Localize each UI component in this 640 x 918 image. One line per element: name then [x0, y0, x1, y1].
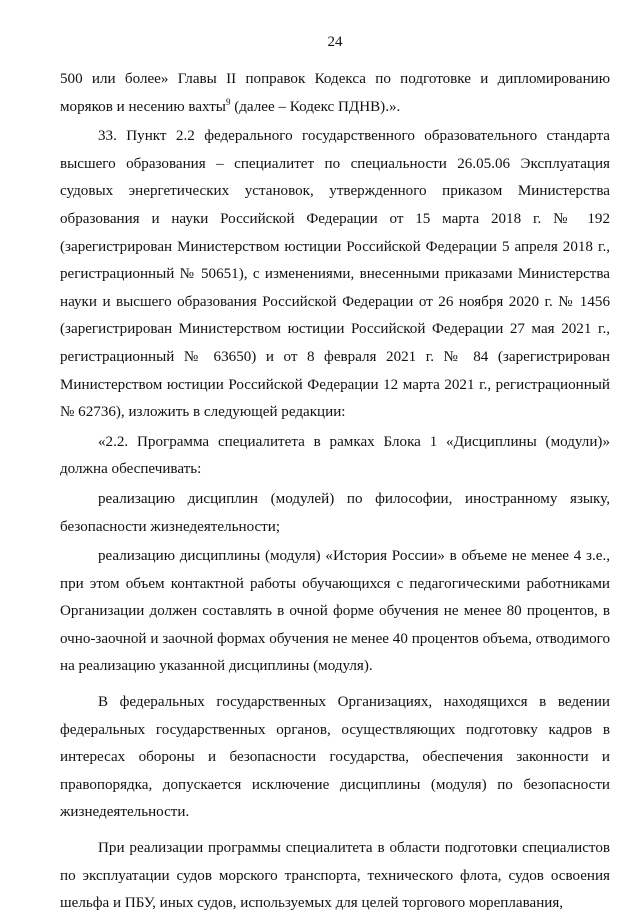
page-number: 24: [327, 34, 343, 50]
footnote-reference: 9: [225, 96, 231, 107]
paragraph-text: 500 или более» Главы II поправок Кодекса по подготовке и дипломированию моряков и несению вахты: [60, 71, 610, 115]
paragraph-disciplines: реализацию дисциплин (модулей) по философии, иностранному языку, безопасности жизнедеятельности;: [60, 490, 610, 535]
paragraph-federal-organizations: В федеральных государственных Организациях, находящихся в ведении федеральных государственных органов, осуществляющих подготовку кадров в интересах обороны и безопасности государства, обеспечения законности и правопорядка, допускается исключение дисциплины (модуля) по безопасности жизнедеятельности.: [60, 694, 610, 821]
paragraph-continuation: [60, 66, 610, 121]
paragraph-item-33: 33. Пункт 2.2 федерального государственного образовательного стандарта высшего образования – специалитет по специальности 26.05.06 Эксплуатация судовых энергетических установок, утвержденного приказом Министерства образования и науки Российской Федерации от 15 марта 2018 г. № 192 (зарегистрирован Министерством юстиции Российской Федерации 5 апреля 2018 г., регистрационный № 50651), с изменениями, внесенными приказами Министерства науки и высшего образования Российской Федерации от 26 ноября 2020 г. № 1456 (зарегистрирован Министерством юстиции Российской Федерации 27 мая 2021 г., регистрационный № 63650) и от 8 февраля 2021 г. № 84 (зарегистрирован Министерством юстиции Российской Федерации 12 марта 2021 г., регистрационный № 62736), изложить в следующей редакции:: [60, 128, 610, 421]
paragraph-history-russia: реализацию дисциплины (модуля) «История России» в объеме не менее 4 з.е., при этом объем контактной работы обучающихся с педагогическими работниками Организации должен составлять в очной форме обучения не менее 80 процентов, в очно-заочной и заочной формах обучения не менее 40 процентов объема, отводимого на реализацию указанной дисциплины (модуля).: [60, 548, 610, 675]
paragraph-maritime-training: При реализации программы специалитета в области подготовки специалистов по эксплуатации судов морского транспорта, технического флота, судов освоения шельфа и ПБУ, иных судов, используемых для целей торгового мореплавания,: [60, 840, 610, 912]
paragraph-quoted-2-2: «2.2. Программа специалитета в рамках Блока 1 «Дисциплины (модули)» должна обеспечивать:: [60, 433, 610, 478]
paragraph-text-end: (далее – Кодекс ПДНВ).».: [230, 98, 401, 115]
